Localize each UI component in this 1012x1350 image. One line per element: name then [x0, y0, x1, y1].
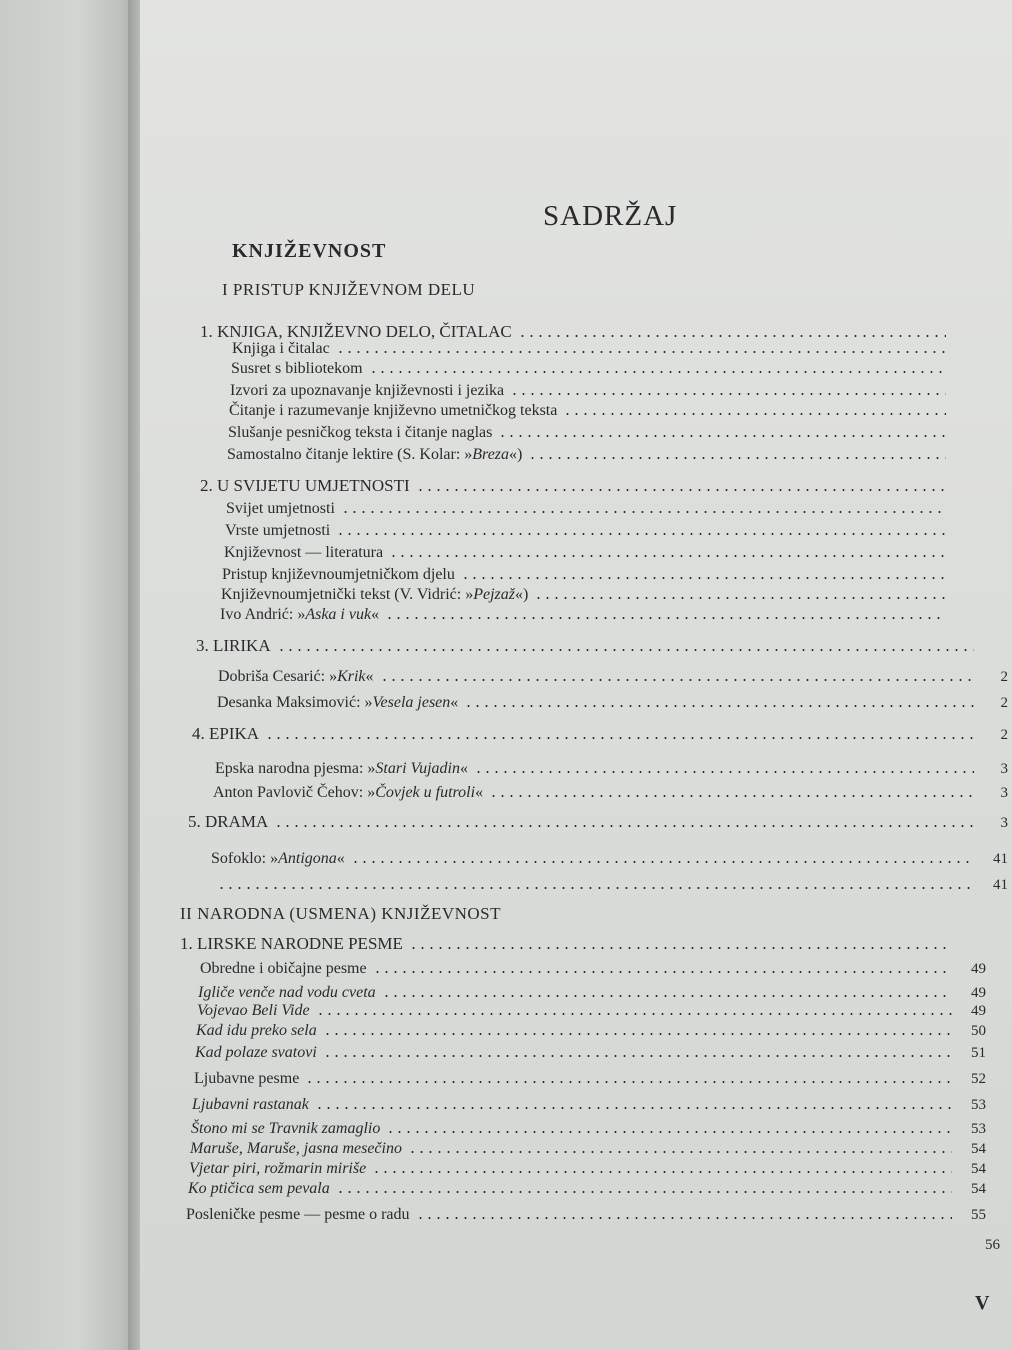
page-number: 52 — [971, 1071, 986, 1087]
page-number: 3 — [1000, 785, 1008, 801]
dot-leader — [315, 1107, 952, 1109]
entry-label: Vojevao Beli Vide — [197, 1002, 310, 1019]
page-number: 41 — [993, 877, 1008, 893]
toc-entry[interactable] — [198, 984, 986, 1002]
section-label: 4. EPIKA — [192, 724, 260, 743]
dot-leader — [408, 1151, 952, 1153]
entry-label: Pristup književnoumjetničkom djelu — [222, 566, 455, 583]
section-label: 5. DRAMA — [188, 812, 269, 831]
dot-leader — [518, 335, 946, 337]
toc-entry[interactable] — [191, 1120, 986, 1138]
page-number: 55 — [971, 1207, 986, 1223]
entry-label: Obredne i običajne pesme — [200, 960, 367, 977]
page-number: 3 — [1000, 815, 1008, 831]
page-number: 41 — [993, 851, 1008, 867]
section-label: 1. LIRSKE NARODNE PESME — [180, 934, 403, 953]
toc-entry[interactable] — [186, 1206, 986, 1224]
toc-entry[interactable] — [230, 382, 980, 400]
entry-label: Vrste umjetnosti — [225, 522, 331, 539]
toc-entry[interactable] — [224, 544, 980, 562]
entry-label: Posleničke pesme — pesme o radu — [186, 1206, 410, 1223]
page-number: 53 — [971, 1097, 986, 1113]
entry-label: Ljubavne pesme — [194, 1070, 300, 1087]
toc-entry[interactable] — [195, 1044, 986, 1062]
entry-label: Ko ptičica sem pevala — [188, 1180, 330, 1197]
page-number: 50 — [971, 1023, 986, 1039]
subject-heading: KNJIŽEVNOST — [232, 240, 387, 262]
entry-label: Slušanje pesničkog teksta i čitanje naglas — [228, 424, 493, 441]
dot-leader — [217, 887, 974, 889]
dot-leader — [416, 1217, 953, 1219]
dot-leader — [389, 555, 946, 557]
dot-leader — [323, 1033, 952, 1035]
toc-entry[interactable] — [226, 500, 980, 518]
dot-leader — [305, 1081, 952, 1083]
dot-leader — [277, 649, 974, 651]
toc-entry[interactable] — [196, 1022, 986, 1040]
entry-label: Dobriša Cesarić: »Krik« — [218, 668, 374, 685]
toc-entry[interactable] — [192, 1096, 986, 1114]
dot-leader — [409, 947, 952, 949]
toc-entry[interactable] — [194, 1070, 986, 1088]
dot-leader — [380, 679, 974, 681]
dot-leader — [336, 533, 946, 535]
dot-leader — [341, 511, 946, 513]
dot-leader — [498, 435, 946, 437]
dot-leader — [351, 861, 974, 863]
entry-label: Književnoumjetnički tekst (V. Vidrić: »Pejzaž«) — [221, 586, 529, 603]
entry-label: Vjetar piri, rožmarin miriše — [189, 1160, 367, 1177]
entry-label: Čitanje i razumevanje književno umetničkog teksta — [229, 402, 558, 419]
toc-entry[interactable] — [225, 522, 980, 540]
page-number: 49 — [971, 985, 986, 1001]
left-page-edge — [0, 0, 140, 1350]
page-number: 51 — [971, 1045, 986, 1061]
page-number: 54 — [971, 1161, 986, 1177]
toc-section[interactable] — [200, 322, 980, 342]
dot-leader — [373, 971, 952, 973]
toc-entry[interactable] — [222, 566, 980, 584]
toc-entry[interactable] — [200, 960, 986, 978]
toc-entry[interactable] — [218, 668, 1008, 686]
entry-label: Susret s bibliotekom — [231, 360, 363, 377]
dot-leader — [323, 1055, 952, 1057]
entry-label: Svijet umjetnosti — [226, 500, 335, 517]
toc-entry[interactable] — [189, 1160, 986, 1178]
dot-leader — [510, 393, 946, 395]
toc-entry[interactable] — [221, 586, 980, 604]
dot-leader — [265, 737, 974, 739]
dot-leader — [416, 489, 946, 491]
dot-leader — [461, 577, 946, 579]
dot-leader — [274, 825, 974, 827]
entry-label: Knjiga i čitalac — [232, 340, 330, 357]
toc-entry[interactable] — [197, 1002, 986, 1020]
page-number: 2 — [1000, 727, 1008, 743]
page-number: 49 — [971, 961, 986, 977]
entry-label: Štono mi se Travnik zamaglio — [191, 1120, 381, 1137]
page-number: 53 — [971, 1121, 986, 1137]
entry-label: Ljubavni rastanak — [192, 1096, 309, 1113]
entry-label: Sofoklo: »Antigona« — [211, 850, 345, 867]
dot-leader — [336, 1191, 952, 1193]
part-1-heading: I PRISTUP KNJIŽEVNOM DELU — [222, 280, 476, 299]
page-number: 2 — [1000, 669, 1008, 685]
dot-leader — [316, 1013, 952, 1015]
entry-label: Kad idu preko sela — [196, 1022, 317, 1039]
toc-entry[interactable] — [229, 402, 980, 420]
section-label: 3. LIRIKA — [196, 636, 271, 655]
toc-entry[interactable] — [211, 876, 1008, 894]
toc-entry[interactable] — [215, 760, 1008, 778]
dot-leader — [528, 457, 946, 459]
entry-label: Kad polaze svatovi — [195, 1044, 317, 1061]
page-title: SADRŽAJ — [543, 200, 678, 232]
dot-leader — [372, 1171, 952, 1173]
toc-section[interactable] — [192, 724, 1008, 744]
page-number: 49 — [971, 1003, 986, 1019]
entry-label: Književnost — literatura — [224, 544, 384, 561]
entry-label: Igliče venče nad vodu cveta — [198, 984, 376, 1001]
toc-entry[interactable] — [186, 1236, 1000, 1254]
page-number: 54 — [971, 1181, 986, 1197]
page-number: 3 — [1000, 761, 1008, 777]
dot-leader — [489, 795, 974, 797]
page-number: 2 — [1000, 695, 1008, 711]
dot-leader — [464, 705, 974, 707]
entry-label: Ivo Andrić: »Aska i vuk« — [220, 606, 380, 623]
toc-section[interactable] — [200, 476, 980, 496]
dot-leader — [474, 771, 974, 773]
section-label: 2. U SVIJETU UMJETNOSTI — [200, 476, 410, 495]
entry-label: Samostalno čitanje lektire (S. Kolar: »Breza«) — [227, 446, 523, 463]
dot-leader — [563, 413, 946, 415]
entry-label: Maruše, Maruše, jasna mesečino — [190, 1140, 402, 1157]
dot-leader — [336, 351, 946, 353]
entry-label: Anton Pavlovič Čehov: »Čovjek u futroli« — [213, 784, 484, 801]
toc-entry[interactable] — [227, 446, 980, 464]
entry-label: Epska narodna pjesma: »Stari Vujadin« — [215, 760, 468, 777]
section-label: 1. KNJIGA, KNJIŽEVNO DELO, ČITALAC — [200, 322, 512, 341]
dot-leader — [386, 1131, 952, 1133]
part-2-heading: II NARODNA (USMENA) KNJIŽEVNOST — [180, 904, 502, 923]
page-number: 56 — [985, 1237, 1000, 1253]
toc-entry[interactable] — [232, 340, 980, 358]
toc-entry[interactable] — [188, 1180, 986, 1198]
dot-leader — [385, 617, 946, 619]
page-number: 54 — [971, 1141, 986, 1157]
entry-label: Izvori za upoznavanje književnosti i jezika — [230, 382, 505, 399]
dot-leader — [534, 597, 946, 599]
toc-entry[interactable] — [228, 424, 980, 442]
toc-entry[interactable] — [231, 360, 980, 378]
toc-entry[interactable] — [213, 784, 1008, 802]
toc-entry[interactable] — [220, 606, 980, 624]
toc-entry[interactable] — [211, 850, 1008, 868]
toc-section[interactable] — [188, 812, 1008, 832]
page-folio: V — [975, 1292, 990, 1314]
toc-entry[interactable] — [217, 694, 1008, 712]
dot-leader — [369, 371, 946, 373]
toc-section[interactable] — [196, 636, 1008, 656]
dot-leader — [382, 995, 952, 997]
toc-entry[interactable] — [190, 1140, 986, 1158]
toc-section[interactable] — [180, 934, 986, 954]
entry-label: Desanka Maksimović: »Vesela jesen« — [217, 694, 459, 711]
